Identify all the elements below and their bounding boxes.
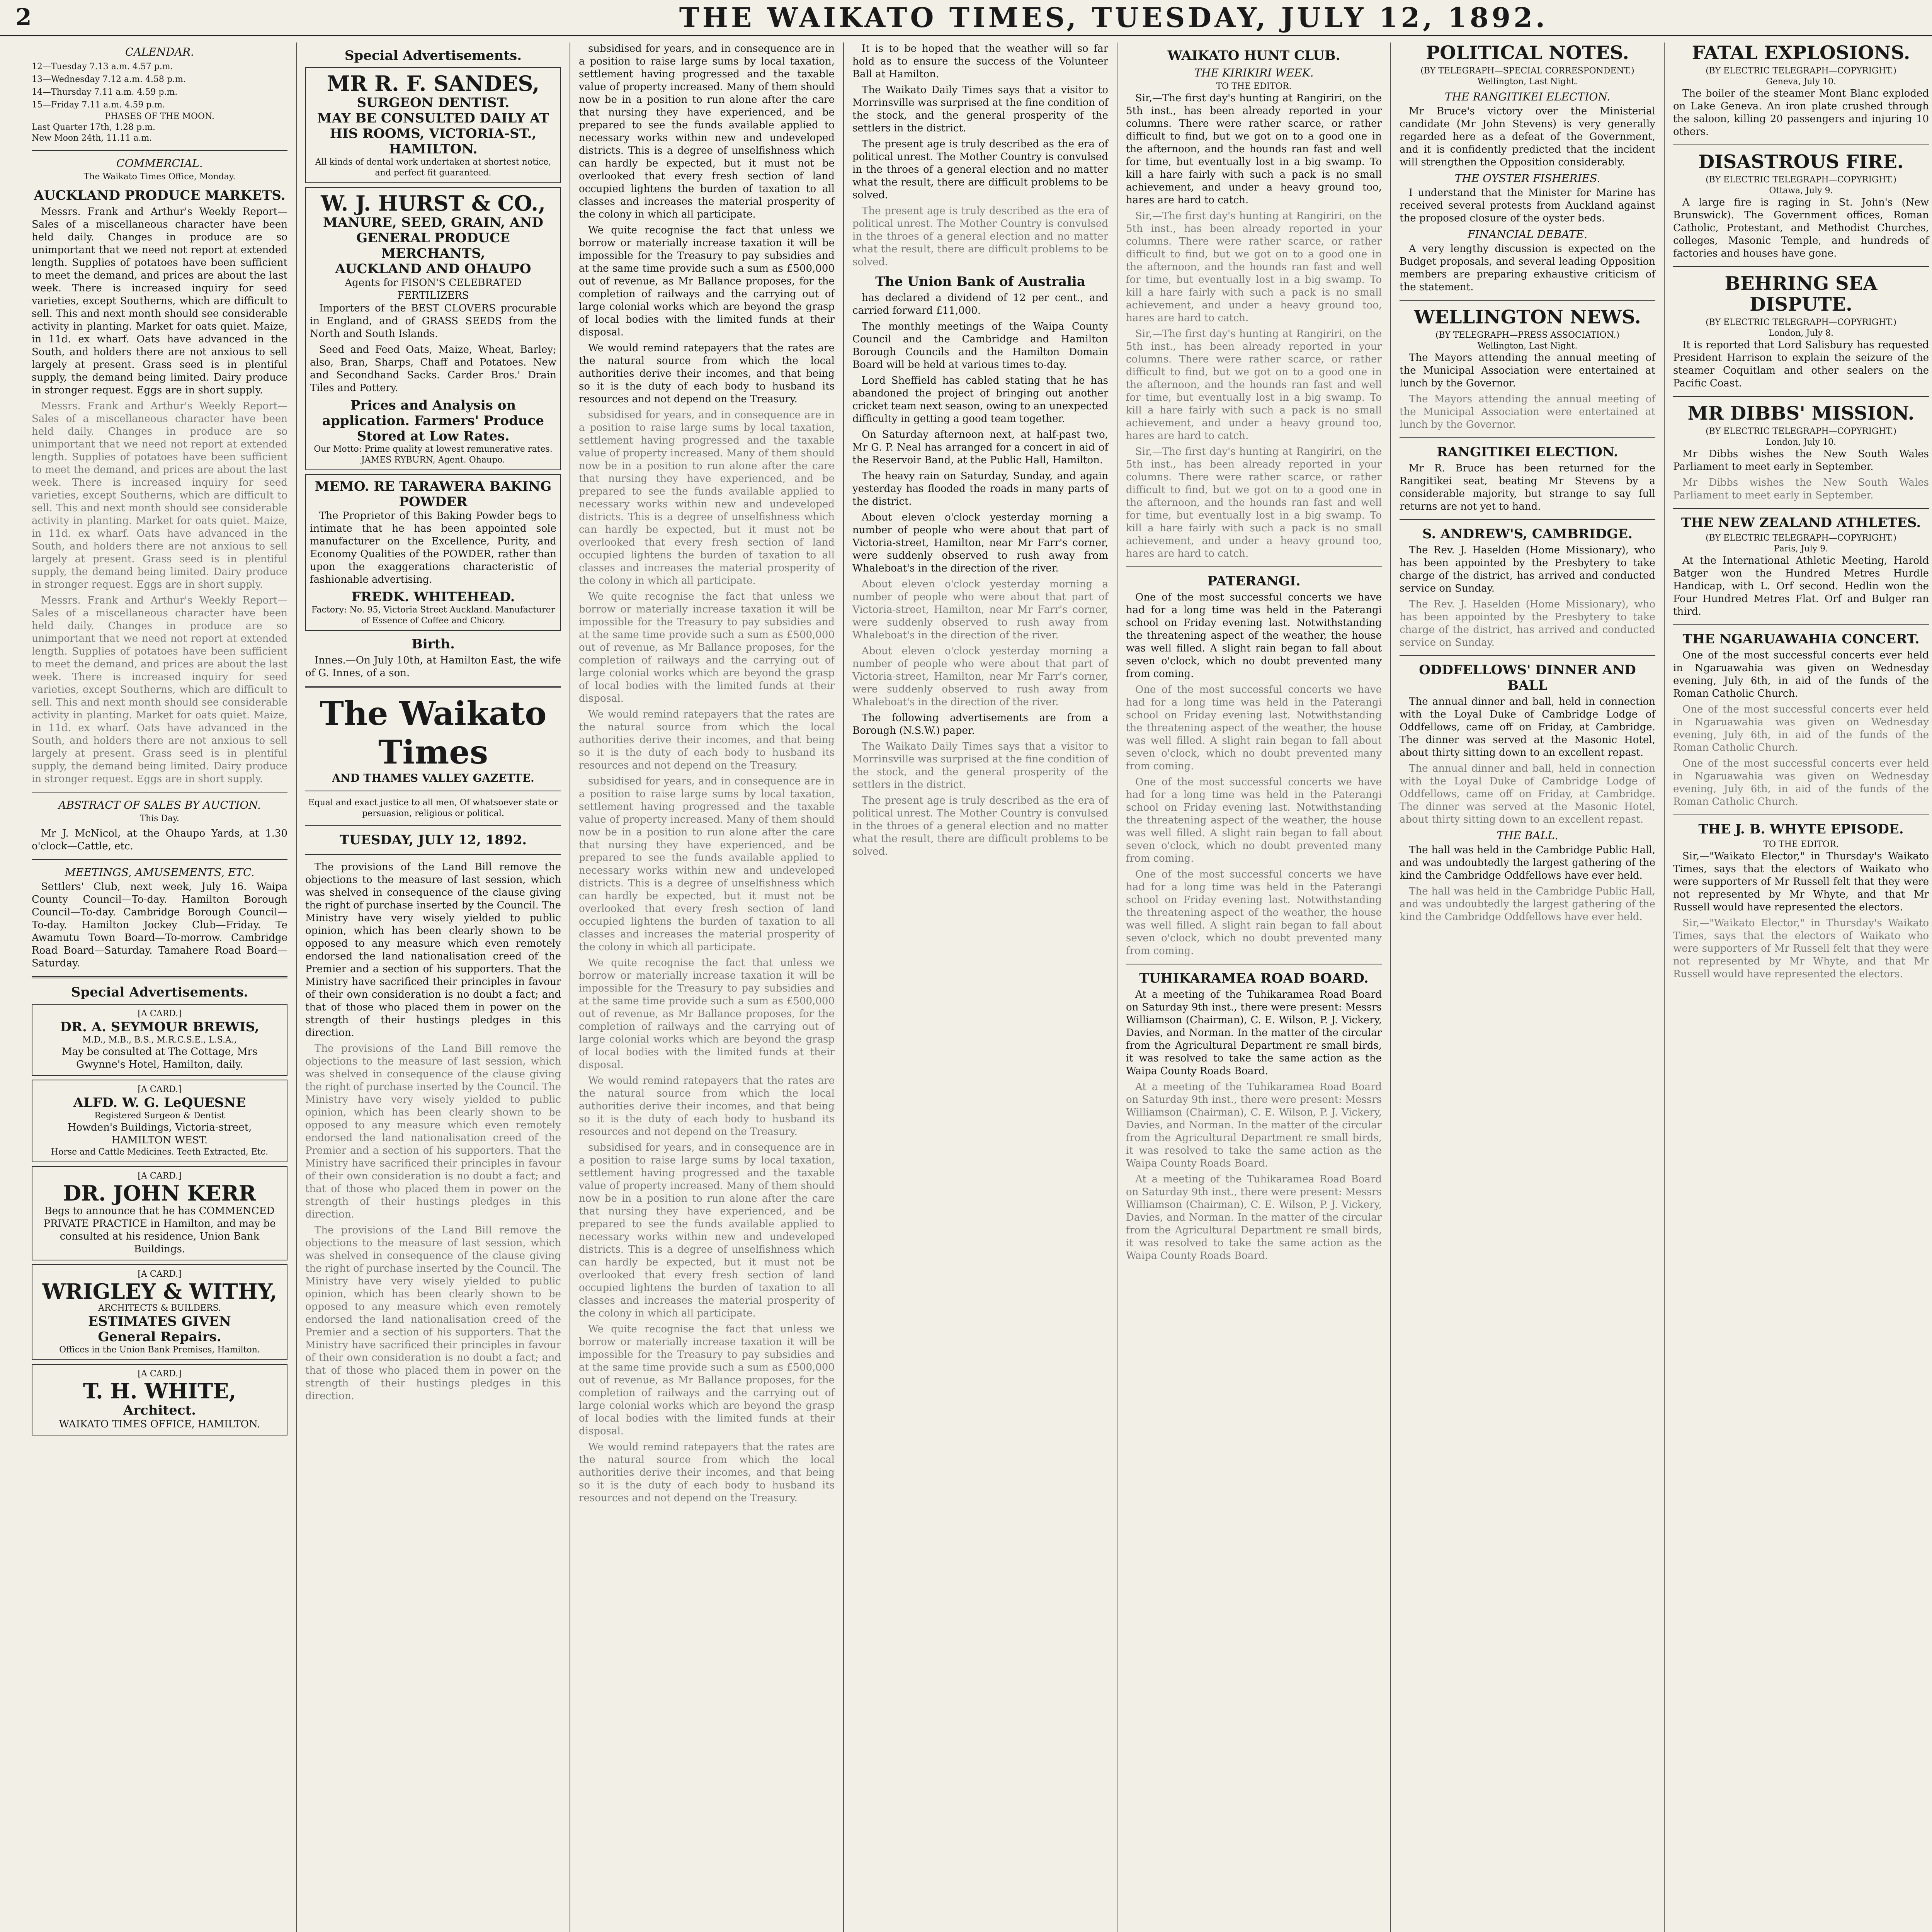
ad-tarawera	[305, 474, 561, 631]
nz-text: At the International Athletic Meeting, Harold Batger won the Hundred Metres Hurdle Handicap, with L. Orf second. Hedlin won the Four Hundred Metres Flat. Orf and Bulger ran third.	[1673, 555, 1929, 617]
wellington-byline: (BY TELEGRAPH—PRESS ASSOCIATION.)	[1435, 330, 1620, 340]
editorial-para-cont: We would remind ratepayers that the rates are the natural source from which the local authorities derive their incomes, and that being so it is the duty of each body to husband its resources and not depend on the Treasury.	[579, 709, 835, 771]
behring-text: It is reported that Lord Salisbury has requested President Harrison to explain the seizure of the steamer Coquitlam and other sealers on the Pacific Coast.	[1673, 339, 1929, 389]
dibbs-text: Mr Dibbs wishes the New South Wales Parliament to meet early in September.	[1673, 448, 1929, 473]
editorial-para-cont: subsidised for years, and in consequence are in a position to raise large sums by local taxation, settlement having progressed and the taxable value of property increased. Many of them should now be in a position to run alone after the care that nursing they have experienced, and be prepared to see the funds available applied to necessary works within new and undeveloped districts. This is a degree of unselfishness which can hardly be expected, but it must not be overlooked that every fresh section of land occupied lightens the burden of taxation to all classes and increases the material prosperity of the colony in which all participate.	[579, 409, 835, 587]
editorial-para-cont: subsidised for years, and in consequence are in a position to raise large sums by local taxation, settlement having progressed and the taxable value of property increased. Many of them should now be in a position to run alone after the care that nursing they have experienced, and be prepared to see the funds available applied to necessary works within new and undeveloped districts. This is a degree of unselfishness which can hardly be expected, but it must not be overlooked that every fresh section of land occupied lightens the burden of taxation to all classes and increases the material prosperity of the colony in which all participate.	[579, 776, 835, 953]
st-andrews-text-cont: The Rev. J. Haselden (Home Missionary), who has been appointed by the Presbytery to take charge of the district, has arrived and conducted service on Sunday.	[1400, 599, 1655, 648]
ngaruawahia-text: One of the most successful concerts ever held in Ngaruawahia was given on Wednesday evening, July 6th, in aid of the funds of the Roman Catholic Church.	[1673, 650, 1929, 699]
card-address: Offices in the Union Bank Premises, Hamilton.	[59, 1345, 260, 1355]
hunt-text-cont: Sir,—The first day's hunting at Rangiriri, on the 5th inst., has been already reported in your columns. There were rather scarce, or rather difficult to find, but we got on to a good one in the afternoon, and the hounds ran fast and well for time, but eventually lost in a big swamp. To kill a hare fairly with such a pack is no small achievement, and under a heavy ground too, hares are hard to catch.	[1126, 328, 1382, 442]
news-para: The Waikato Daily Times says that a visitor to Morrinsville was surprised at the fine condition of the stock, and the general prosperity of the settlers in the district.	[852, 84, 1108, 134]
ad-hurst	[305, 187, 561, 470]
hunt-heading: WAIKATO HUNT CLUB.	[1167, 48, 1340, 63]
fatal-text: The boiler of the steamer Mont Blanc exploded on Lake Geneva. An iron plate crushed through the saloon, killing 20 passengers and injuring 10 others.	[1673, 88, 1929, 138]
oddfellows-ball-text: The hall was held in the Cambridge Public Hall, and was undoubtedly the largest gathering of the kind the Cambridge Oddfellows have ever held.	[1400, 844, 1655, 881]
fire-text: A large fire is raging in St. John's (New Brunswick). The Government offices, Roman Catholic, Protestant, and Methodist Churches, colleges, Masonic Temple, and hundreds of factories and houses have gone.	[1673, 197, 1929, 259]
birth-text: Innes.—On July 10th, at Hamilton East, the wife of G. Innes, of a son.	[305, 655, 561, 679]
card-tail: General Repairs.	[98, 1329, 221, 1345]
union-bank-heading: The Union Bank of Australia	[875, 274, 1085, 289]
news-para-cont: About eleven o'clock yesterday morning a number of people who were about that part of Victoria-street, Hamilton, near Mr Farr's corner, were suddenly observed to rush away from Whaleboat's in the direction of the river.	[852, 578, 1108, 641]
ad-agents: Agents for FISON'S CELEBRATED FERTILIZERS	[345, 277, 522, 301]
ad-text: MAY BE CONSULTED DAILY AT HIS ROOMS, VICTORIA-ST., HAMILTON.	[317, 111, 549, 157]
news-para-cont: The present age is truly described as the era of political unrest. The Mother Country is convulsed in the throes of a general election and no matter what the result, there are difficult problems to be solved.	[852, 795, 1108, 857]
ngaruawahia-text-cont: One of the most successful concerts ever held in Ngaruawahia was given on Wednesday evening, July 6th, in aid of the funds of the Roman Catholic Church.	[1673, 704, 1929, 753]
card-label: [A CARD.]	[138, 1085, 182, 1094]
oddfellows-ball-heading: THE BALL.	[1497, 829, 1558, 842]
news-para: Lord Sheffield has cabled stating that he has abandoned the project of bringing out another cricket team next season, owing to an unexpected difficulty in getting a good team together.	[852, 375, 1108, 425]
ad-tail: Prices and Analysis on application. Farmers' Produce Stored at Low Rates.	[322, 398, 544, 444]
editorial-text-cont2: The provisions of the Land Bill remove the objections to the measure of last session, which was shelved in consequence of the clause giving the right of purchase inserted by the Council. The Ministry have very wisely yielded to public opinion, which has been clearly shown to be opposed to any measure which even remotely endorsed the land nationalisation creed of the Premier and a section of his supporters. That the Ministry have sacrificed their principles in favour of their own consideration is no doubt a fact; and that of those who placed them in power on the strength of their hustings pledges in this direction.	[305, 1225, 561, 1402]
birth-heading: Birth.	[412, 636, 455, 652]
political-text: I understand that the Minister for Marine has received several protests from Auckland against the proposed closure of the oyster beds.	[1400, 187, 1655, 224]
editorial-text-cont: The provisions of the Land Bill remove the objections to the measure of last session, which was shelved in consequence of the clause giving the right of purchase inserted by the Council. The Ministry have very wisely yielded to public opinion, which has been clearly shown to be opposed to any measure which even remotely endorsed the land nationalisation creed of the Premier and a section of his supporters. That the Ministry have sacrificed their principles in favour of their own consideration is no doubt a fact; and that of those who placed them in power on the strength of their hustings pledges in this direction.	[305, 1043, 561, 1220]
special-ads-heading: Special Advertisements.	[71, 985, 248, 1000]
wellington-news-heading: WELLINGTON NEWS.	[1414, 306, 1641, 328]
wellington-text-cont: The Mayors attending the annual meeting of the Municipal Association were entertained at lunch by the Governor.	[1400, 393, 1655, 430]
ad-agent: JAMES RYBURN, Agent. Ohaupo.	[361, 455, 505, 465]
paterangi-heading: PATERANGI.	[1207, 573, 1301, 589]
dateline: TUESDAY, JULY 12, 1892.	[339, 832, 527, 848]
news-para-cont: About eleven o'clock yesterday morning a number of people who were about that part of Victoria-street, Hamilton, near Mr Farr's corner, were suddenly observed to rush away from Whaleboat's in the direction of the river.	[852, 645, 1108, 708]
card-name: DR. A. SEYMOUR BREWIS,	[60, 1019, 259, 1035]
union-bank-text: has declared a dividend of 12 per cent., and carried forward £11,000.	[852, 292, 1108, 316]
oddfellows-text: The annual dinner and ball, held in connection with the Loyal Duke of Cambridge Lodge of Oddfellows, came off on Friday, at Cambridge. The dinner was served at the Masonic Hotel, about thirty sitting down to an excellent repast.	[1400, 696, 1655, 759]
byline: (BY ELECTRIC TELEGRAPH—COPYRIGHT.)	[1706, 318, 1896, 327]
calendar-row: 15—Friday 7.11 a.m. 4.59 p.m.	[32, 100, 165, 110]
editorial-para-cont: We quite recognise the fact that unless we borrow or materially increase taxation it will be impossible for the Treasury to pay subsidies and at the same time provide such a sum as £500,000 out of revenue, as Mr Ballance proposes, for the completion of railways and the carrying out of large colonial works which are beyond the grasp of local bodies with the limited funds at their disposal.	[579, 591, 835, 704]
newspaper-title: THE WAIKATO TIMES, TUESDAY, JULY 12, 1892.	[679, 1, 1548, 34]
tuhikaramea-text-cont: At a meeting of the Tuhikaramea Road Board on Saturday 9th inst., there were present: Messrs Williamson (Chairman), C. E. Wilson, P. J. Vickery, Davies, and Norman. In the matter of the circular from the Agricultural Department re small birds, it was resolved to take the same action as the Waipa County Roads Board.	[1126, 1173, 1382, 1262]
ngaruawahia-concert-heading: THE NGARUAWAHIA CONCERT.	[1682, 631, 1920, 647]
hunt-text: Sir,—The first day's hunting at Rangiriri, on the 5th inst., has been already reported in your columns. There were rather scarce, or rather difficult to find, but we got on to a good one in the afternoon, and the hounds ran fast and well for time, but eventually lost in a big swamp. To kill a hare fairly with such a pack is no small achievement, and under a heavy ground too, hares are hard to catch.	[1126, 92, 1382, 206]
oddfellows-ball-text-cont: The hall was held in the Cambridge Public Hall, and was undoubtedly the largest gathering of the kind the Cambridge Oddfellows have ever held.	[1400, 886, 1655, 923]
hunt-text-cont: Sir,—The first day's hunting at Rangiriri, on the 5th inst., has been already reported in your columns. There were rather scarce, or rather difficult to find, but we got on to a good one in the afternoon, and the hounds ran fast and well for time, but eventually lost in a big swamp. To kill a hare fairly with such a pack is no small achievement, and under a heavy ground too, hares are hard to catch.	[1126, 210, 1382, 324]
commercial-subheading: The Waikato Times Office, Monday.	[83, 172, 236, 182]
masthead	[0, 0, 1932, 36]
abstract-text: Mr J. McNicol, at the Ohaupo Yards, at 1.30 o'clock—Cattle, etc.	[32, 828, 287, 852]
ad-sandes	[305, 67, 561, 183]
special-ads-heading: Special Advertisements.	[344, 48, 522, 63]
ad-motto: Our Motto: Prime quality at lowest remunerative rates.	[314, 444, 553, 454]
paterangi-text-cont: One of the most successful concerts we have had for a long time was held in the Paterangi school on Friday evening last. Notwithstanding the threatening aspect of the weather, the house was well filled. A slight rain began to fall about seven o'clock, which no doubt prevented many from coming.	[1126, 776, 1382, 864]
fatal-explosions-heading: FATAL EXPLOSIONS.	[1692, 43, 1910, 64]
wellington-text: The Mayors attending the annual meeting of the Municipal Association were entertained at lunch by the Governor.	[1400, 352, 1655, 389]
card-sub: Registered Surgeon & Dentist	[94, 1111, 225, 1121]
hunt-subheading: THE KIRIKIRI WEEK.	[1194, 66, 1314, 79]
news-para-cont: The present age is truly described as the era of political unrest. The Mother Country is convulsed in the throes of a general election and no matter what the result, there are difficult problems to be solved.	[852, 205, 1108, 268]
news-para: The heavy rain on Saturday, Sunday, and again yesterday has flooded the roads in many parts of the district.	[852, 470, 1108, 507]
column-4	[844, 43, 1117, 1932]
dateline-place: London, July 8.	[1769, 328, 1833, 338]
jb-text: Sir,—"Waikato Elector," in Thursday's Waikato Times, says that the electors of Waikato who were supporters of Mr Russell felt that they were not represented by Mr Whyte, and that Mr Russell would have represented the electors.	[1673, 850, 1929, 913]
commercial-heading: COMMERCIAL.	[116, 157, 203, 170]
auckland-markets-heading: AUCKLAND PRODUCE MARKETS.	[34, 188, 286, 203]
card-white	[32, 1364, 287, 1435]
column-7	[1665, 43, 1932, 1932]
card-text: Howden's Buildings, Victoria-street, HAMILTON WEST.	[67, 1122, 252, 1146]
behring-sea-heading: BEHRING SEA DISPUTE.	[1725, 273, 1878, 315]
tuhikaramea-heading: TUHIKARAMEA ROAD BOARD.	[1139, 971, 1369, 986]
ad-text2: Seed and Feed Oats, Maize, Wheat, Barley; also, Bran, Sharps, Chaff and Potatoes. New and Secondhand Sacks. Carder Bros.' Drain Tiles and Pottery.	[310, 344, 556, 394]
political-sub: FINANCIAL DEBATE.	[1467, 228, 1588, 241]
news-para: It is to be hoped that the weather will so far hold as to ensure the success of the Volunteer Ball at Hamilton.	[852, 43, 1108, 80]
card-sub: ARCHITECTS & BUILDERS.	[98, 1303, 221, 1313]
editorial-para-cont: We quite recognise the fact that unless we borrow or materially increase taxation it will be impossible for the Treasury to pay subsidies and at the same time provide such a sum as £500,000 out of revenue, as Mr Ballance proposes, for the completion of railways and the carrying out of large colonial works which are beyond the grasp of local bodies with the limited funds at their disposal.	[579, 957, 835, 1071]
auckland-markets-text: Messrs. Frank and Arthur's Weekly Report—Sales of a miscellaneous character have been held daily. Changes in produce are so unimportant that we need not report at extended length. Supplies of potatoes have been sufficient to meet the demand, and prices are about the last week. There is increased inquiry for seed varieties, except Southerns, which are difficult to sell. This and next month should see considerable activity in planting. Market for oats quiet. Maize, in 11d. ex wharf. Oats have advanced in the South, and holders there are not anxious to sell largely at present. Grass seed is in plentiful supply, the demand being limited. Dairy produce in stronger request. Eggs are in short supply.	[32, 206, 287, 396]
abstract-heading: ABSTRACT OF SALES BY AUCTION.	[58, 799, 261, 811]
tuhikaramea-text: At a meeting of the Tuhikaramea Road Board on Saturday 9th inst., there were present: Messrs Williamson (Chairman), C. E. Wilson, P. J. Vickery, Davies, and Norman. In the matter of the circular from the Agricultural Department re small birds, it was resolved to take the same action as the Waipa County Roads Board.	[1126, 989, 1382, 1077]
editorial-para-cont: We quite recognise the fact that unless we borrow or materially increase taxation it will be impossible for the Treasury to pay subsidies and at the same time provide such a sum as £500,000 out of revenue, as Mr Ballance proposes, for the completion of railways and the carrying out of large colonial works which are beyond the grasp of local bodies with the limited funds at their disposal.	[579, 1323, 835, 1437]
card-name: T. H. WHITE,	[83, 1379, 236, 1403]
news-para-cont: The Waikato Daily Times says that a visitor to Morrinsville was surprised at the fine condition of the stock, and the general prosperity of the settlers in the district.	[852, 741, 1108, 791]
editorial-para: subsidised for years, and in consequence are in a position to raise large sums by local taxation, settlement having progressed and the taxable value of property increased. Many of them should now be in a position to run alone after the care that nursing they have experienced, and be prepared to see the funds available applied to necessary works within new and undeveloped districts. This is a degree of unselfishness which can hardly be expected, but it must not be overlooked that every fresh section of land occupied lightens the burden of taxation to all classes and increases the material prosperity of the colony in which all participate.	[579, 43, 835, 220]
newspaper-logo: The Waikato Times	[320, 694, 547, 771]
ad-place: AUCKLAND AND OHAUPO	[335, 261, 531, 277]
card-label: [A CARD.]	[138, 1369, 182, 1379]
news-para: The following advertisements are from a Borough (N.S.W.) paper.	[852, 712, 1108, 736]
motto: Equal and exact justice to all men, Of whatsoever state or persuasion, religious or political.	[308, 798, 558, 818]
columns	[23, 43, 1932, 1932]
political-notes-heading: POLITICAL NOTES.	[1426, 43, 1629, 64]
calendar-row: 13—Wednesday 7.12 a.m. 4.58 p.m.	[32, 75, 186, 84]
hunt-text-cont: Sir,—The first day's hunting at Rangiriri, on the 5th inst., has been already reported in your columns. There were rather scarce, or rather difficult to find, but we got on to a good one in the afternoon, and the hounds ran fast and well for time, but eventually lost in a big swamp. To kill a hare fairly with such a pack is no small achievement, and under a heavy ground too, hares are hard to catch.	[1126, 446, 1382, 560]
oddfellows-heading: ODDFELLOWS' DINNER AND BALL	[1419, 662, 1636, 693]
oddfellows-text-cont: The annual dinner and ball, held in connection with the Loyal Duke of Cambridge Lodge of Oddfellows, came off on Friday, at Cambridge. The dinner was served at the Masonic Hotel, about thirty sitting down to an excellent repast.	[1400, 763, 1655, 825]
card-label: [A CARD.]	[138, 1171, 182, 1181]
ad-whitehead: FREDK. WHITEHEAD.	[351, 589, 515, 605]
column-2	[297, 43, 570, 1932]
card-name: ALFD. W. G. LeQUESNE	[73, 1095, 246, 1111]
column-3	[570, 43, 844, 1932]
paterangi-text-cont: One of the most successful concerts we have had for a long time was held in the Paterangi school on Friday evening last. Notwithstanding the threatening aspect of the weather, the house was well filled. A slight rain began to fall about seven o'clock, which no doubt prevented many from coming.	[1126, 684, 1382, 772]
editorial-para-cont: We would remind ratepayers that the rates are the natural source from which the local authorities derive their incomes, and that being so it is the duty of each body to husband its resources and not depend on the Treasury.	[579, 1441, 835, 1504]
editorial-para: We quite recognise the fact that unless we borrow or materially increase taxation it will be impossible for the Treasury to pay subsidies and at the same time provide such a sum as £500,000 out of revenue, as Mr Ballance proposes, for the completion of railways and the carrying out of large colonial works which are beyond the grasp of local bodies with the limited funds at their disposal.	[579, 224, 835, 338]
card-kerr	[32, 1166, 287, 1260]
card-sub: Architect.	[123, 1403, 196, 1418]
st-andrews-text: The Rev. J. Haselden (Home Missionary), who has been appointed by the Presbytery to take charge of the district, has arrived and conducted service on Sunday.	[1400, 544, 1655, 594]
column-1	[23, 43, 297, 1932]
calendar-heading: CALENDAR.	[125, 46, 194, 58]
editorial-para-cont: We would remind ratepayers that the rates are the natural source from which the local authorities derive their incomes, and that being so it is the duty of each body to husband its resources and not depend on the Treasury.	[579, 1075, 835, 1138]
dibbs-text-cont: Mr Dibbs wishes the New South Wales Parliament to meet early in September.	[1673, 477, 1929, 501]
editorial-text: The provisions of the Land Bill remove the objections to the measure of last session, which was shelved in consequence of the clause giving the right of purchase inserted by the Council. The Ministry have very wisely yielded to public opinion, which has been clearly shown to be opposed to any measure which even remotely endorsed the land nationalisation creed of the Premier and a section of his supporters. That the Ministry have sacrificed their principles in favour of their own consideration is no doubt a fact; and that of those who placed them in power on the strength of their hustings pledges in this direction.	[305, 861, 561, 1039]
jb-to: TO THE EDITOR.	[1763, 840, 1839, 849]
card-name: WRIGLEY & WITHY,	[42, 1279, 277, 1304]
editorial-para: We would remind ratepayers that the rates are the natural source from which the local authorities derive their incomes, and that being so it is the duty of each body to husband its resources and not depend on the Treasury.	[579, 342, 835, 405]
card-brewis	[32, 1004, 287, 1076]
dateline-place: Paris, July 9.	[1774, 544, 1828, 554]
calendar-row: 12—Tuesday 7.13 a.m. 4.57 p.m.	[32, 62, 173, 71]
byline: (BY ELECTRIC TELEGRAPH—COPYRIGHT.)	[1706, 533, 1896, 543]
paterangi-text: One of the most successful concerts we have had for a long time was held in the Paterangi school on Friday evening last. Notwithstanding the threatening aspect of the weather, the house was well filled. A slight rain began to fall about seven o'clock, which no doubt prevented many from coming.	[1126, 592, 1382, 680]
auckland-markets-text-cont2: Messrs. Frank and Arthur's Weekly Report—Sales of a miscellaneous character have been held daily. Changes in produce are so unimportant that we need not report at extended length. Supplies of potatoes have been sufficient to meet the demand, and prices are about the last week. There is increased inquiry for seed varieties, except Southerns, which are difficult to sell. This and next month should see considerable activity in planting. Market for oats quiet. Maize, in 11d. ex wharf. Oats have advanced in the South, and holders there are not anxious to sell largely at present. Grass seed is in plentiful supply, the demand being limited. Dairy produce in stronger request. Eggs are in short supply.	[32, 595, 287, 785]
ngaruawahia-text-cont: One of the most successful concerts ever held in Ngaruawahia was given on Wednesday evening, July 6th, in aid of the funds of the Roman Catholic Church.	[1673, 758, 1929, 808]
news-para: On Saturday afternoon next, at half-past two, Mr G. P. Neal has arranged for a concert in aid of the Reservoir Band, at the Public Hall, Hamilton.	[852, 429, 1108, 466]
card-tail: Horse and Cattle Medicines. Teeth Extracted, Etc.	[51, 1147, 269, 1157]
logo-sub: AND THAMES VALLEY GAZETTE.	[332, 772, 534, 784]
abstract-subheading: This Day.	[140, 814, 179, 823]
ad-memo: MEMO. RE TARAWERA BAKING POWDER	[315, 479, 552, 510]
column-5	[1117, 43, 1391, 1932]
jb-text-cont: Sir,—"Waikato Elector," in Thursday's Waikato Times, says that the electors of Waikato who were supporters of Mr Russell felt that they were not represented by Mr Whyte, and that Mr Russell would have represented the electors.	[1673, 917, 1929, 980]
card-text: Begs to announce that he has COMMENCED PRIVATE PRACTICE in Hamilton, and may be consulted at his residence, Union Bank Buildings.	[43, 1205, 276, 1255]
rangitikei-text: Mr R. Bruce has been returned for the Rangitikei seat, beating Mr Stevens by a considerable majority, but strange to say full returns are not yet to hand.	[1400, 463, 1655, 512]
column-6	[1391, 43, 1665, 1932]
byline: (BY ELECTRIC TELEGRAPH—COPYRIGHT.)	[1706, 175, 1896, 185]
card-label: [A CARD.]	[138, 1269, 182, 1279]
ad-whitehead-text: Factory: No. 95, Victoria Street Auckland. Manufacturer of Essence of Coffee and Chicory.	[311, 605, 555, 626]
dibbs-mission-heading: MR DIBBS' MISSION.	[1687, 403, 1915, 424]
ad-text: The Proprietor of this Baking Powder begs to intimate that he has been appointed sole manufacturer on the Excellence, Purity, and Economy Qualities of the POWDER, rather than upon the exaggerations characteristic of fashionable advertising.	[310, 510, 556, 585]
st-andrews-heading: S. ANDREW'S, CAMBRIDGE.	[1422, 526, 1633, 542]
political-text: A very lengthy discussion is expected on the Budget proposals, and several leading Opposition members are preparing exhaustive criticism of the statement.	[1400, 243, 1655, 293]
card-name: DR. JOHN KERR	[63, 1181, 256, 1206]
auckland-markets-text-cont: Messrs. Frank and Arthur's Weekly Report—Sales of a miscellaneous character have been held daily. Changes in produce are so unimportant that we need not report at extended length. Supplies of potatoes have been sufficient to meet the demand, and prices are about the last week. There is increased inquiry for seed varieties, except Southerns, which are difficult to sell. This and next month should see considerable activity in planting. Market for oats quiet. Maize, in 11d. ex wharf. Oats have advanced in the South, and holders there are not anxious to sell largely at present. Grass seed is in plentiful supply, the demand being limited. Dairy produce in stronger request. Eggs are in short supply.	[32, 400, 287, 590]
ad-sub: MANURE, SEED, GRAIN, AND GENERAL PRODUCE MERCHANTS,	[323, 215, 543, 261]
card-sub: M.D., M.B., B.S., M.R.C.S.E., L.S.A.,	[82, 1035, 237, 1045]
card-lequesne	[32, 1080, 287, 1162]
card-text: WAIKATO TIMES OFFICE, HAMILTON.	[59, 1418, 260, 1430]
dateline-place: London, July 10.	[1766, 437, 1836, 447]
card-label: [A CARD.]	[138, 1009, 182, 1019]
moon-row: New Moon 24th, 11.11 a.m.	[32, 133, 152, 143]
hunt-to: TO THE EDITOR.	[1216, 82, 1292, 91]
disastrous-fire-heading: DISASTROUS FIRE.	[1698, 151, 1904, 173]
dateline-place: Geneva, July 10.	[1766, 77, 1836, 87]
editorial-para-cont: subsidised for years, and in consequence are in a position to raise large sums by local taxation, settlement having progressed and the taxable value of property increased. Many of them should now be in a position to run alone after the care that nursing they have experienced, and be prepared to see the funds available applied to necessary works within new and undeveloped districts. This is a degree of unselfishness which can hardly be expected, but it must not be overlooked that every fresh section of land occupied lightens the burden of taxation to all classes and increases the material prosperity of the colony in which all participate.	[579, 1142, 835, 1319]
ad-sub: SURGEON DENTIST.	[357, 95, 510, 111]
moon-row: Last Quarter 17th, 1.28 p.m.	[32, 122, 155, 132]
ad-name: MR R. F. SANDES,	[327, 71, 540, 96]
political-text: Mr Bruce's victory over the Ministerial candidate (Mr John Stevens) is very generally regarded here as a defeat of the Government, and it is confidently predicted that the incident will strengthen the Opposition considerably.	[1400, 105, 1655, 168]
meetings-heading: MEETINGS, AMUSEMENTS, ETC.	[65, 866, 255, 879]
page-number: 2	[15, 4, 32, 31]
news-para: About eleven o'clock yesterday morning a number of people who were about that part of Victoria-street, Hamilton, near Mr Farr's corner, were suddenly observed to rush away from Whaleboat's in the direction of the river.	[852, 512, 1108, 574]
news-para: The monthly meetings of the Waipa County Council and the Cambridge and Hamilton Borough Councils and the Hamilton Domain Board will be held at various times to-day.	[852, 321, 1108, 371]
card-text: ESTIMATES GIVEN	[88, 1314, 231, 1329]
dateline-place: Ottawa, July 9.	[1769, 186, 1833, 196]
byline: (BY ELECTRIC TELEGRAPH—COPYRIGHT.)	[1706, 427, 1896, 436]
card-text: May be consulted at The Cottage, Mrs Gwynne's Hotel, Hamilton, daily.	[61, 1046, 258, 1070]
tuhikaramea-text-cont: At a meeting of the Tuhikaramea Road Board on Saturday 9th inst., there were present: Messrs Williamson (Chairman), C. E. Wilson, P. J. Vickery, Davies, and Norman. In the matter of the circular from the Agricultural Department re small birds, it was resolved to take the same action as the Waipa County Roads Board.	[1126, 1081, 1382, 1169]
meetings-text: Settlers' Club, next week, July 16. Waipa County Council—To-day. Hamilton Borough Council—To-day. Cambridge Borough Council—To-day. Hamilton Jockey Club—Friday. Te Awamutu Town Board—To-morrow. Cambridge Road Board—Saturday. Tamahere Road Board—Saturday.	[32, 881, 287, 969]
ad-text: Importers of the BEST CLOVERS procurable in England, and of GRASS SEEDS from the North and South Islands.	[310, 303, 556, 340]
paterangi-text-cont: One of the most successful concerts we have had for a long time was held in the Paterangi school on Friday evening last. Notwithstanding the threatening aspect of the weather, the house was well filled. A slight rain began to fall about seven o'clock, which no doubt prevented many from coming.	[1126, 869, 1382, 957]
nz-athletes-heading: THE NEW ZEALAND ATHLETES.	[1681, 515, 1921, 531]
ad-name: W. J. HURST & CO.,	[321, 191, 546, 216]
political-sub: THE RANGITIKEI ELECTION.	[1445, 90, 1610, 103]
news-para: The present age is truly described as the era of political unrest. The Mother Country is convulsed in the throes of a general election and no matter what the result, there are difficult problems to be solved.	[852, 138, 1108, 201]
political-byline: (BY TELEGRAPH—SPECIAL CORRESPONDENT.)	[1420, 66, 1634, 76]
political-place: Wellington, Last Night.	[1477, 77, 1578, 87]
jb-whyte-heading: THE J. B. WHYTE EPISODE.	[1698, 821, 1904, 837]
wellington-place: Wellington, Last Night.	[1477, 341, 1578, 351]
political-sub: THE OYSTER FISHERIES.	[1454, 172, 1600, 185]
byline: (BY ELECTRIC TELEGRAPH—COPYRIGHT.)	[1706, 66, 1896, 76]
rangitikei-heading: RANGITIKEI ELECTION.	[1437, 444, 1618, 460]
ad-tail: All kinds of dental work undertaken at shortest notice, and perfect fit guaranteed.	[315, 157, 551, 178]
calendar-row: 14—Thursday 7.11 a.m. 4.59 p.m.	[32, 87, 178, 97]
card-wrigley	[32, 1264, 287, 1360]
moon-phases-heading: PHASES OF THE MOON.	[105, 112, 214, 121]
